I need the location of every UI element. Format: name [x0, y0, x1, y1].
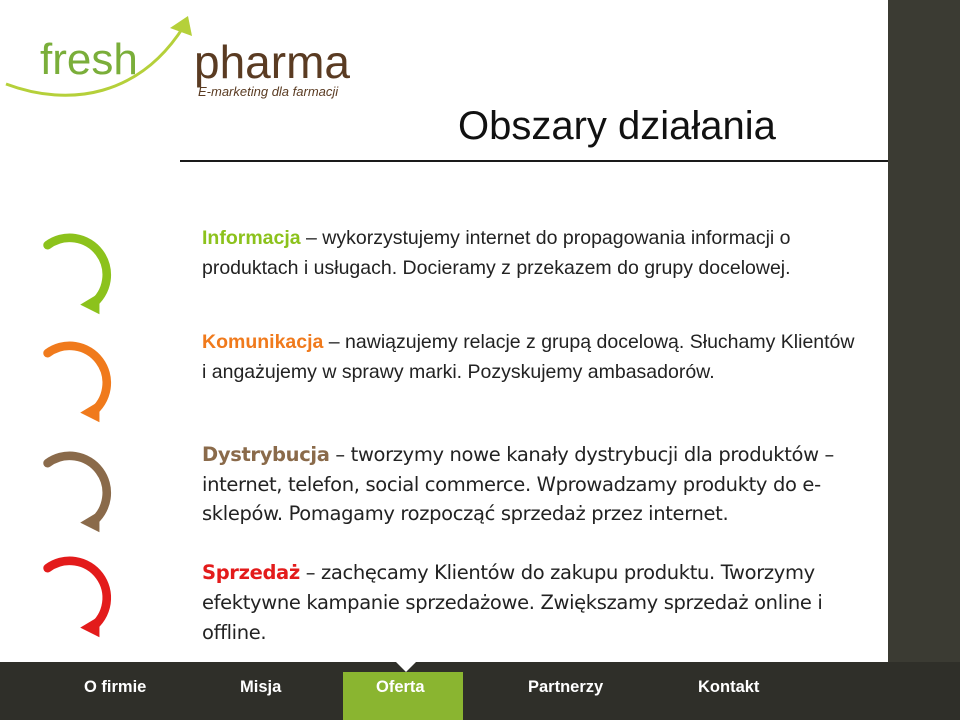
- logo-tagline: E-marketing dla farmacji: [198, 84, 339, 99]
- sales-arrow-icon: [38, 545, 134, 645]
- section-text: – wykorzystujemy internet do propagowania informacji o produktach i usługach. Docieramy z przekazem do grupy docelowej.: [202, 227, 791, 279]
- page-title: Obszary działania: [458, 104, 776, 148]
- information-arrow-icon: [38, 222, 134, 322]
- section-distribution: [202, 440, 862, 529]
- fresh-pharma-logo[interactable]: [0, 0, 380, 120]
- nav-item-oferta[interactable]: Oferta: [376, 678, 425, 696]
- section-information: [202, 223, 862, 283]
- right-side-band: [888, 0, 960, 662]
- nav-item-misja[interactable]: Misja: [240, 678, 282, 696]
- logo-word-fresh: fresh: [40, 35, 138, 84]
- section-text: – tworzymy nowe kanały dystrybucji dla produktów – internet, telefon, social commerce. Wprowadzamy produkty do e-sklepów. Pomagamy rozpocząć sprzedaż przez internet.: [202, 443, 834, 525]
- nav-active-pointer-icon: [396, 662, 416, 672]
- section-keyword: Informacja: [202, 227, 301, 249]
- nav-item-o-firmie[interactable]: O firmie: [84, 678, 147, 696]
- section-keyword: Sprzedaż: [202, 561, 300, 584]
- section-keyword: Dystrybucja: [202, 443, 330, 466]
- section-text: – nawiązujemy relacje z grupą docelową. Słuchamy Klientów i angażujemy w sprawy marki. Pozyskujemy ambasadorów.: [202, 331, 855, 383]
- section-communication: [202, 327, 862, 387]
- nav-item-kontakt[interactable]: Kontakt: [698, 678, 760, 696]
- nav-item-partnerzy[interactable]: Partnerzy: [528, 678, 604, 696]
- section-sales: [202, 558, 862, 648]
- logo-word-pharma: pharma: [194, 36, 350, 88]
- title-underline: [180, 160, 888, 162]
- distribution-arrow-icon: [38, 440, 134, 540]
- communication-arrow-icon: [38, 330, 134, 430]
- section-text: – zachęcamy Klientów do zakupu produktu. Tworzymy efektywne kampanie sprzedażowe. Zwiększamy sprzedaż online i offline.: [202, 561, 823, 644]
- section-keyword: Komunikacja: [202, 331, 324, 353]
